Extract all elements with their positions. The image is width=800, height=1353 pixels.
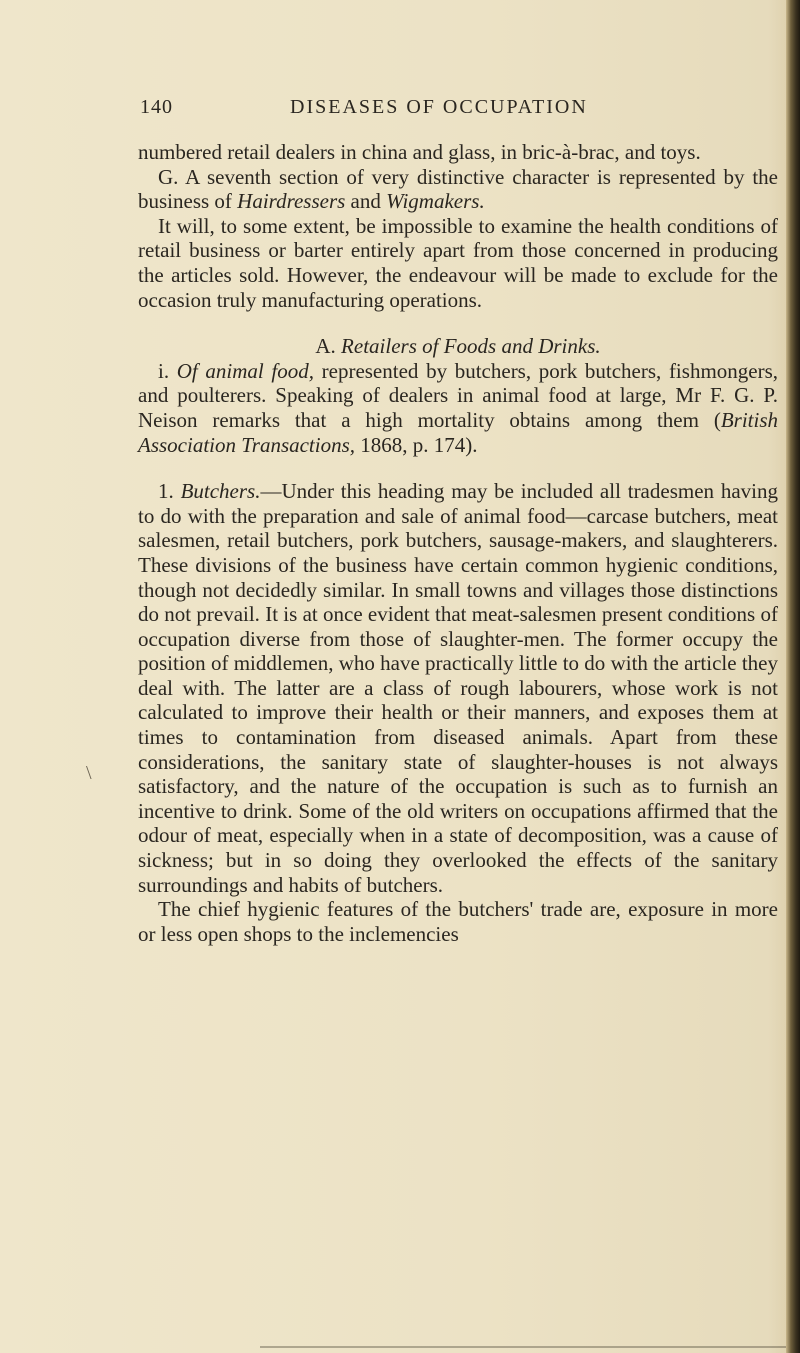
paragraph-text: —Under this heading may be included all tradesmen having to do with the preparation and sale of animal food—carcase butchers, meat salesmen, retail butchers, pork butchers, sausage-makers, and slaughterers. These divisions of the business have certain common hygienic conditions, though not decidedly similar. In small towns and villages those distinctions do not prevail. It is at once evident that meat-salesmen present conditions of occupation diverse from those of slaughter-men. The former occupy the position of middlemen, who have practically little to do with the article they deal with. The latter are a class of rough labourers, whose work is not calculated to improve their health or their manners, and exposes them at times to contamination from diseased animals. Apart from these considerations, the sanitary state of slaughter-houses is not always satisfactory, and the nature of the occupation is such as to furnish an incentive to drink. Some of the old writers on occupations affirmed that the odour of meat, especially when in a state of decomposition, was a cause of sickness; but in so doing they overlooked the effects of the sanitary surroundings and habits of butchers. xyxy=(138,479,778,897)
bottom-rule xyxy=(260,1346,786,1348)
subheading-title: Retailers of Foods and Drinks. xyxy=(341,334,601,359)
paragraph-text: 1. xyxy=(158,479,181,504)
paragraph-animal-food xyxy=(138,359,778,457)
body-text xyxy=(138,140,778,946)
italic-term: Wigmakers. xyxy=(386,189,485,214)
section-subheading xyxy=(138,334,778,359)
paragraph-text: i. xyxy=(158,358,177,383)
paragraph-text: 1868, p. 174). xyxy=(355,432,478,457)
subheading-letter: A. xyxy=(315,334,342,359)
page-number: 140 xyxy=(140,96,173,118)
paragraph-text: represented by butchers, pork butchers, fishmongers, and poulterers. Speaking of dealers in animal food at large, Mr F. G. P. Neison remarks that a high mortality obtains among them ( xyxy=(138,358,779,432)
page-header xyxy=(140,96,780,126)
paragraph-text: G. A seventh section of very distinctive character is represented by the business of xyxy=(138,164,778,214)
paragraph-text: It will, to some extent, be impossible to examine the health conditions of retail business or barter entirely apart from those concerned in producing the articles sold. However, the endeavour will be made to exclude for the occasion truly manufacturing operations. xyxy=(138,213,778,312)
paragraph-section-g xyxy=(138,165,778,214)
page-edge-shadow xyxy=(786,0,800,1353)
paragraph-text: numbered retail dealers in china and glass, in bric-à-brac, and toys. xyxy=(138,140,701,164)
margin-mark: \ xyxy=(86,762,92,784)
italic-citation: British Association Transactions, xyxy=(138,407,778,457)
italic-term: Hairdressers xyxy=(237,189,346,214)
paragraph-hygienic-features xyxy=(138,897,778,946)
paragraph-butchers xyxy=(138,479,778,897)
paragraph-health-conditions xyxy=(138,214,778,312)
paragraph-text: The chief hygienic features of the butchers' trade are, exposure in more or less open shops to the inclemencies xyxy=(138,897,778,946)
running-head: DISEASES OF OCCUPATION xyxy=(290,96,588,118)
italic-term: Butchers. xyxy=(180,479,261,504)
italic-term: Of animal food, xyxy=(176,358,314,383)
paragraph-text: and xyxy=(345,189,387,214)
paragraph-continuation xyxy=(138,140,778,165)
